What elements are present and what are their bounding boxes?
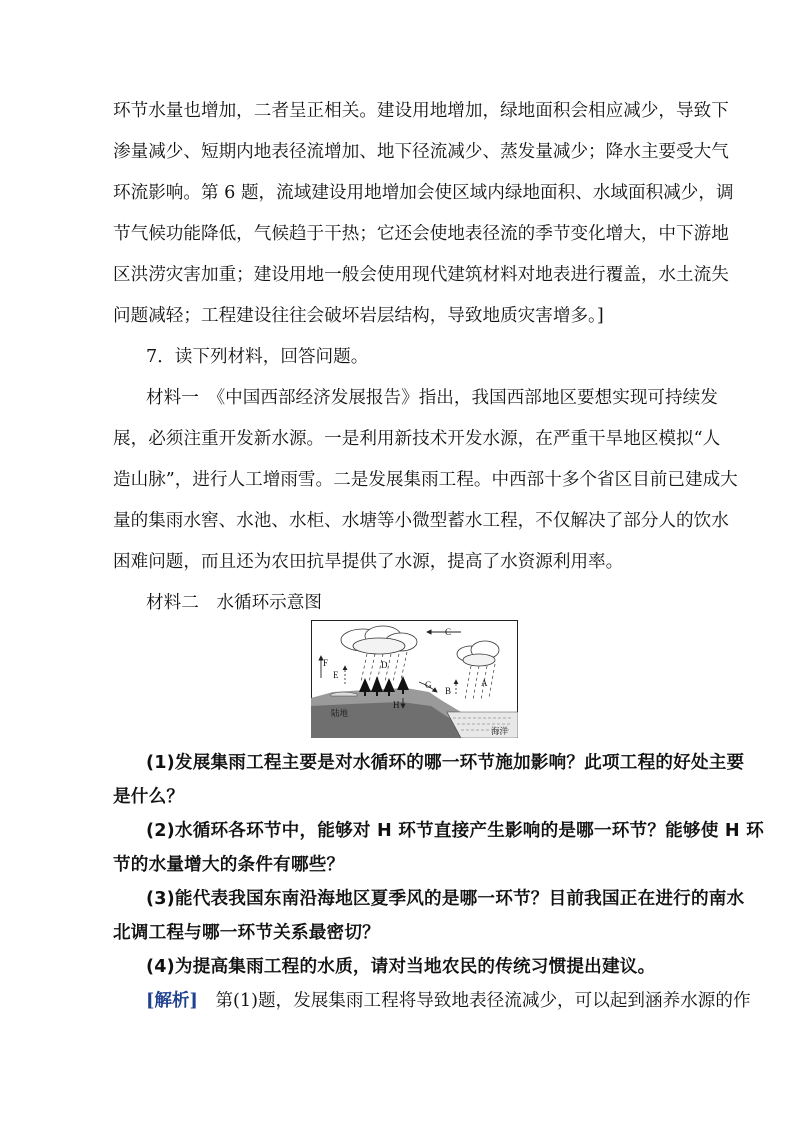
question-2-line: 节的水量增大的条件有哪些？ [113, 855, 345, 875]
question-1-line: 是什么？ [113, 787, 185, 807]
text-line: 节气候功能降低，气候趋于干热；它还会使地表径流的季节变化增大，中下游地 [113, 224, 729, 244]
analysis-line [146, 989, 751, 1013]
material-two-heading: 材料二 水循环示意图 [146, 593, 322, 613]
water-cycle-diagram [311, 620, 518, 738]
question-3-line: (3)能代表我国东南沿海地区夏季风的是哪一环节？目前我国正在进行的南水 [146, 889, 745, 909]
text-line: 区洪涝灾害加重；建设用地一般会使用现代建筑材料对地表进行覆盖，水土流失 [113, 265, 729, 285]
material-one-line: 困难问题，而且还为农田抗旱提供了水源，提高了水资源利用率。 [113, 552, 624, 572]
label-d: D [381, 660, 388, 670]
material-one-line: 造山脉”，进行人工增雨雪。二是发展集雨工程。中西部十多个省区目前已建成大 [113, 470, 738, 490]
analysis-text: 第(1)题，发展集雨工程将导致地表径流减少，可以起到涵养水源的作 [197, 991, 751, 1011]
question-7-heading: 7．读下列材料，回答问题。 [146, 347, 369, 367]
material-one-line: 量的集雨水窖、水池、水柜、水塘等小微型蓄水工程，不仅解决了部分人的饮水 [113, 511, 729, 531]
material-one-line: 材料一 《中国西部经济发展报告》指出，我国西部地区要想实现可持续发 [146, 388, 718, 408]
question-4-line: (4)为提高集雨工程的水质，请对当地农民的传统习惯提出建议。 [146, 957, 656, 977]
label-c: C [445, 627, 452, 637]
label-g: G [425, 680, 432, 690]
text-line: 渗量减少、短期内地表径流增加、地下径流减少、蒸发量减少；降水主要受大气 [113, 142, 729, 162]
label-ocean: 海洋 [491, 727, 509, 737]
label-b: B [445, 686, 452, 696]
label-land: 陆地 [331, 709, 349, 719]
text-line: 问题减轻；工程建设往往会破坏岩层结构，导致地质灾害增多。] [113, 306, 604, 326]
text-line: 环流影响。第 6 题，流域建设用地增加会使区域内绿地面积、水域面积减少，调 [113, 183, 734, 203]
label-f: F [323, 658, 329, 668]
label-e: E [333, 670, 339, 680]
material-one-line: 展，必须注重开发新水源。一是利用新技术开发水源，在严重干旱地区模拟“人 [113, 429, 721, 449]
text-line: 环节水量也增加，二者呈正相关。建设用地增加，绿地面积会相应减少，导致下 [113, 101, 729, 121]
question-3-line: 北调工程与哪一环节关系最密切？ [113, 923, 380, 943]
label-a: A [481, 678, 488, 688]
question-2-line: (2)水循环各环节中，能够对 H 环节直接产生影响的是哪一环节？能够使 H 环 [146, 821, 764, 841]
label-h: H [393, 700, 400, 710]
analysis-tag: [解析] [146, 990, 198, 1011]
question-1-line: (1)发展集雨工程主要是对水循环的哪一环节施加影响？此项工程的好处主要 [146, 753, 745, 773]
